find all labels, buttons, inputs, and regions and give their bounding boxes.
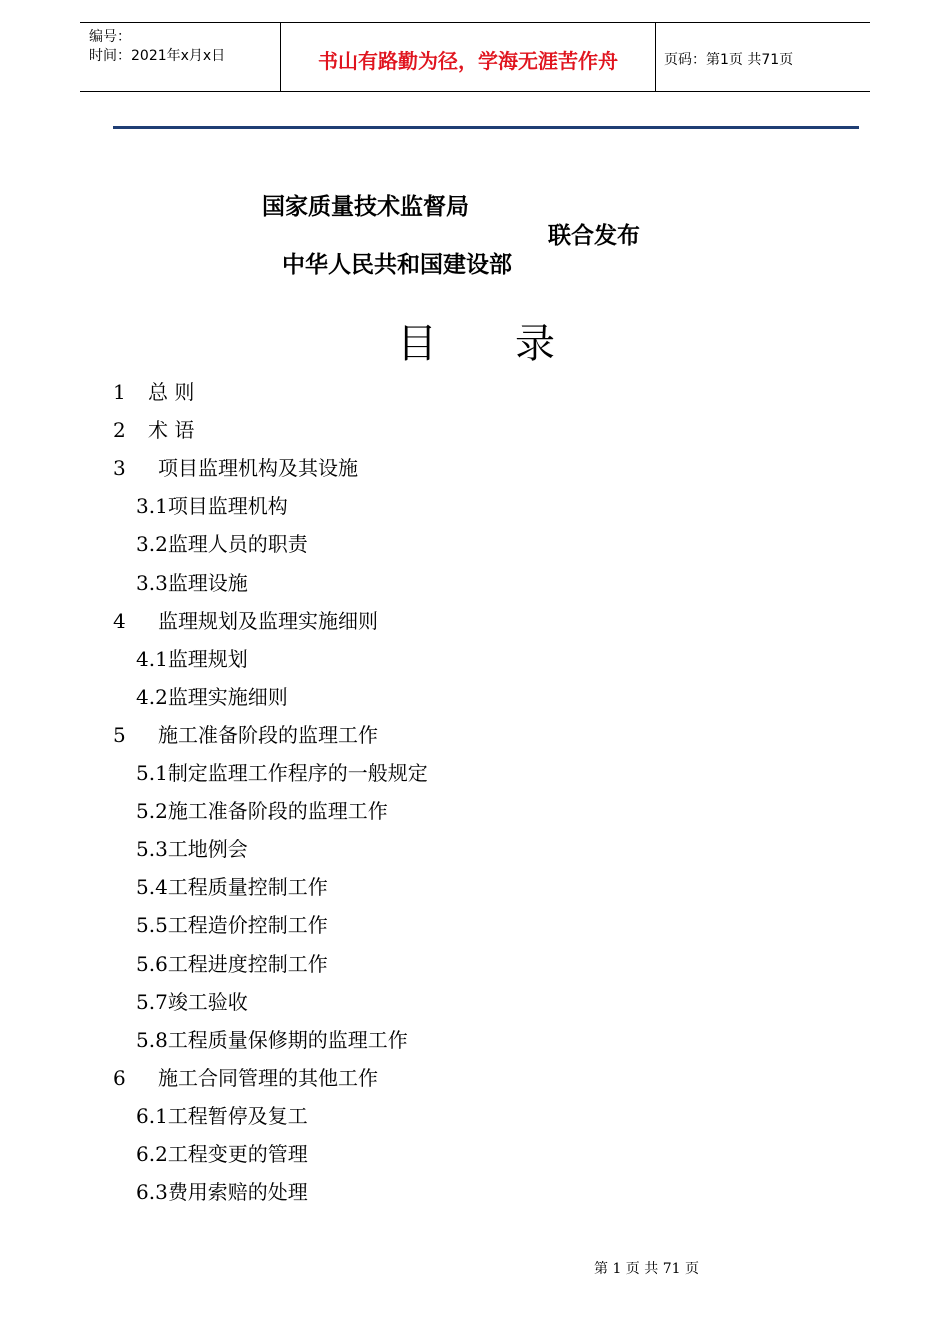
toc-entry bbox=[136, 987, 248, 1017]
toc-entry bbox=[136, 1025, 408, 1055]
header-motto-cell bbox=[280, 23, 656, 91]
toc-entry-number: 4 bbox=[113, 608, 126, 633]
toc-entry bbox=[136, 568, 248, 598]
toc-entry-title: 项目监理机构 bbox=[167, 494, 288, 519]
issuer-joint-release: 联合发布 bbox=[548, 223, 640, 249]
toc-entry-number: 5.3 bbox=[136, 837, 168, 862]
toc-entry bbox=[136, 644, 248, 674]
toc-entry-title: 工地例会 bbox=[167, 837, 248, 862]
toc-entry-number: 2 bbox=[113, 418, 126, 443]
toc-entry bbox=[136, 758, 428, 788]
toc-entry-title: 制定监理工作程序的一般规定 bbox=[167, 761, 428, 785]
toc-entry-title: 术 语 bbox=[148, 418, 195, 443]
toc-entry bbox=[136, 1101, 308, 1131]
header-divider-rule bbox=[113, 126, 859, 129]
toc-entry bbox=[113, 415, 194, 445]
toc-entry-title: 监理实施细则 bbox=[167, 684, 288, 709]
toc-entry-title: 监理人员的职责 bbox=[167, 532, 308, 557]
page-footer: 第 1 页 共 71 页 bbox=[594, 1261, 699, 1277]
toc-entry-title: 监理规划 bbox=[167, 646, 248, 671]
toc-entry-title: 工程暂停及复工 bbox=[167, 1103, 308, 1128]
toc-entry-title: 工程质量保修期的监理工作 bbox=[167, 1027, 408, 1052]
document-time-label: 时间：2021年x月x日 bbox=[89, 48, 226, 64]
toc-entry-number: 5.4 bbox=[136, 875, 168, 900]
toc-entry-number: 6.3 bbox=[136, 1180, 168, 1205]
header-meta-cell bbox=[80, 23, 280, 91]
toc-entry bbox=[136, 1177, 308, 1207]
toc-entry bbox=[136, 834, 248, 864]
toc-entry bbox=[136, 796, 388, 826]
toc-entry-number: 3 bbox=[113, 456, 126, 481]
toc-entry-number: 3.3 bbox=[136, 570, 168, 595]
toc-title: 目录 bbox=[397, 321, 633, 367]
toc-entry-title: 工程质量控制工作 bbox=[167, 875, 328, 900]
toc-entry bbox=[113, 377, 194, 407]
toc-entry-number: 6.1 bbox=[136, 1103, 168, 1128]
toc-entry-number: 5.1 bbox=[136, 761, 168, 785]
toc-entry bbox=[113, 453, 358, 483]
toc-entry bbox=[136, 529, 308, 559]
toc-entry-number: 6.2 bbox=[136, 1142, 168, 1166]
toc-entry-number: 1 bbox=[113, 380, 126, 404]
toc-entry bbox=[113, 1063, 378, 1093]
toc-entry-title: 工程变更的管理 bbox=[167, 1142, 308, 1166]
toc-entry-number: 5.8 bbox=[136, 1027, 168, 1052]
toc-entry-number: 5.2 bbox=[136, 799, 168, 824]
toc-entry bbox=[136, 682, 288, 712]
header-page-cell bbox=[655, 23, 870, 91]
toc-entry bbox=[113, 720, 378, 750]
toc-entry-number: 5.7 bbox=[136, 989, 168, 1014]
toc-entry-number: 5.5 bbox=[136, 913, 168, 938]
header-motto: 书山有路勤为径，学海无涯苦作舟 bbox=[318, 49, 618, 73]
toc-entry-title: 总 则 bbox=[148, 380, 195, 404]
toc-entry-title: 监理规划及监理实施细则 bbox=[158, 608, 378, 633]
toc-entry bbox=[136, 949, 328, 979]
toc-entry-number: 5 bbox=[113, 722, 126, 747]
page-header bbox=[80, 22, 870, 92]
toc-entry-title: 竣工验收 bbox=[167, 989, 248, 1014]
toc-entry-title: 工程造价控制工作 bbox=[167, 913, 328, 938]
toc-entry-number: 6 bbox=[113, 1065, 126, 1090]
issuer-line-2: 中华人民共和国建设部 bbox=[282, 252, 512, 278]
toc-entry-title: 施工准备阶段的监理工作 bbox=[167, 799, 388, 824]
toc-entry bbox=[136, 491, 288, 521]
toc-entry-number: 5.6 bbox=[136, 951, 168, 976]
toc-entry-number: 3.1 bbox=[136, 494, 168, 519]
toc-entry-title: 项目监理机构及其设施 bbox=[158, 456, 358, 481]
toc-entry bbox=[136, 872, 328, 902]
toc-entry bbox=[113, 606, 378, 636]
toc-entry-title: 工程进度控制工作 bbox=[167, 951, 328, 976]
toc-entry-title: 监理设施 bbox=[167, 570, 248, 595]
toc-entry bbox=[136, 910, 328, 940]
issuer-line-1: 国家质量技术监督局 bbox=[262, 194, 469, 220]
toc-entry-title: 施工合同管理的其他工作 bbox=[158, 1065, 378, 1090]
toc-entry-number: 4.2 bbox=[136, 684, 168, 709]
toc-entry bbox=[136, 1139, 308, 1169]
toc-entry-number: 3.2 bbox=[136, 532, 168, 557]
header-page-count: 页码：第1页 共71页 bbox=[664, 52, 794, 68]
document-number-label: 编号： bbox=[89, 29, 131, 45]
toc-entry-number: 4.1 bbox=[136, 646, 168, 671]
toc-entry-title: 费用索赔的处理 bbox=[167, 1180, 308, 1205]
toc-entry-title: 施工准备阶段的监理工作 bbox=[158, 722, 378, 747]
